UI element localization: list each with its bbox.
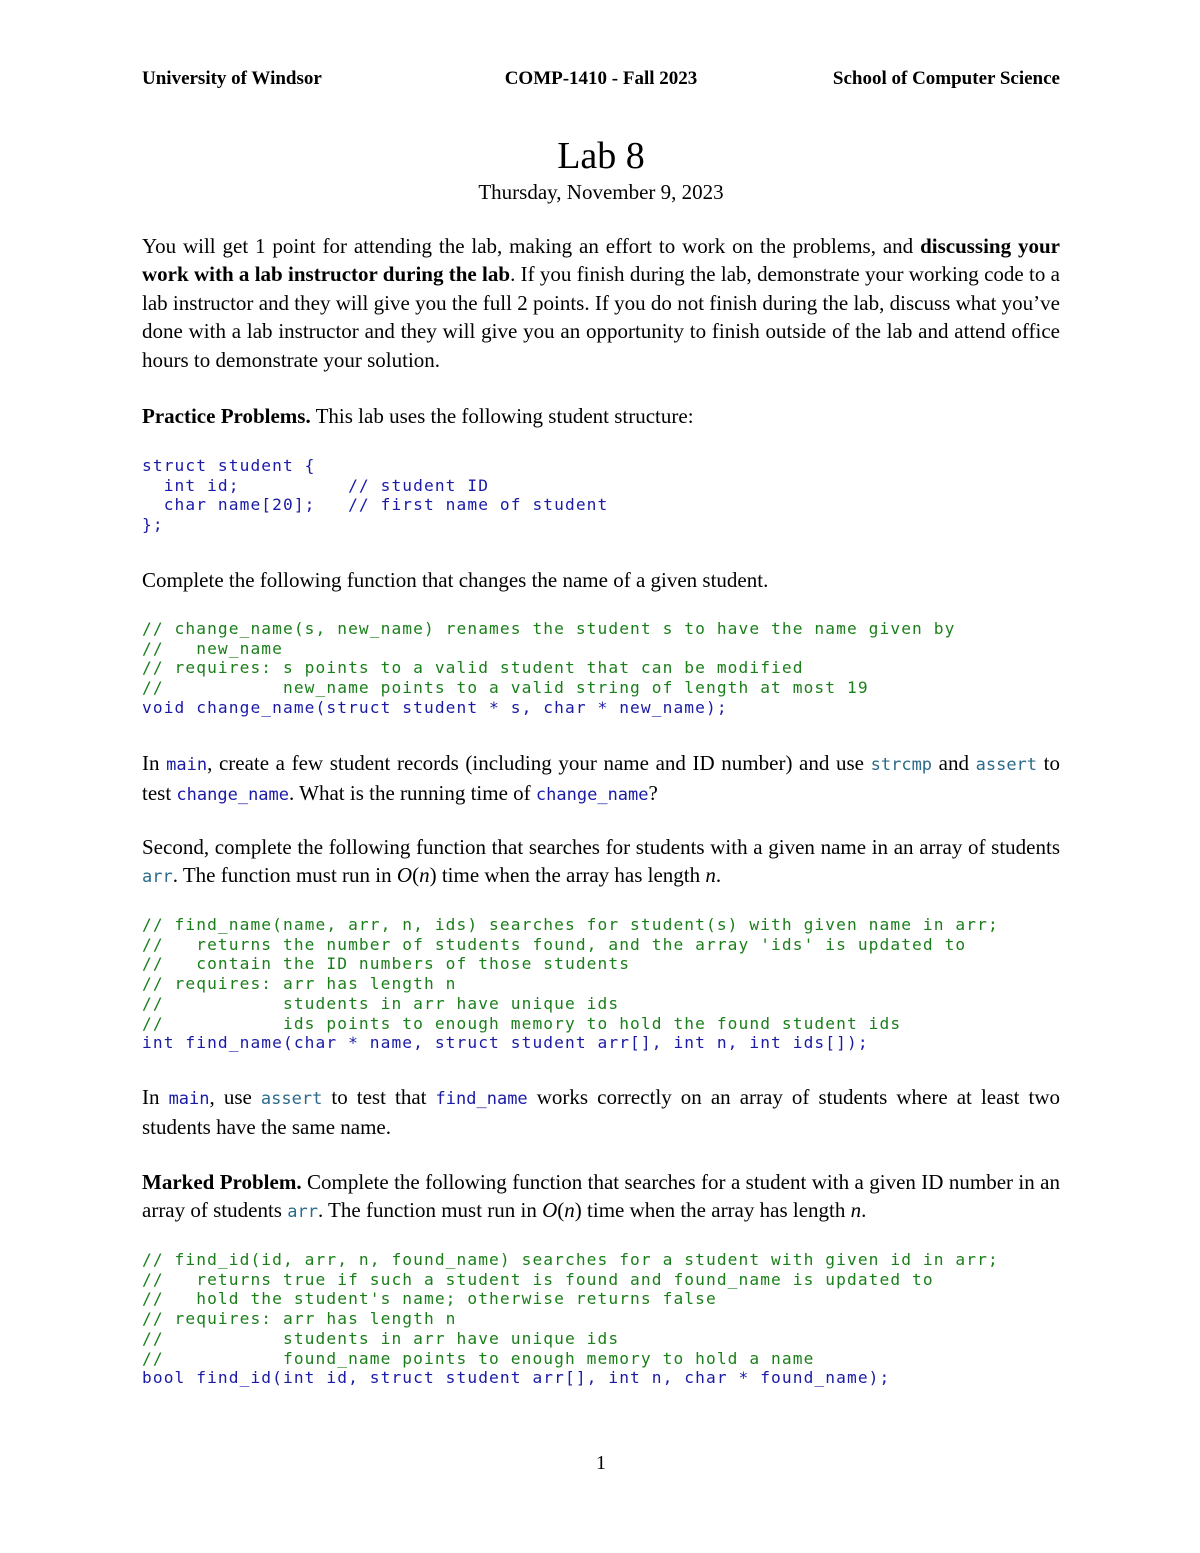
text: to test	[142, 751, 1060, 806]
text: .	[715, 863, 722, 888]
text: works correctly on an array of students where at least two students have the same name.	[142, 1085, 1060, 1140]
text: In	[142, 1085, 169, 1109]
text: . What is the running time of	[289, 781, 536, 806]
intro-text-1: You will get 1 point for attending the lab, making an effort to work on the problems, and	[142, 234, 921, 258]
code-line: // find_name(name, arr, n, ids) searches for student(s) with given name in arr;	[142, 915, 999, 934]
change-name-intro: Complete the following function that changes the name of a given student.	[142, 568, 769, 592]
code-line: // found_name points to enough memory to hold a name	[142, 1348, 815, 1368]
code-line: // requires: s points to a valid student that can be modified	[142, 658, 804, 678]
math-n: n	[419, 863, 430, 888]
code-line: int id; // student ID	[142, 475, 490, 495]
inline-code-main: main	[168, 1089, 210, 1109]
practice-paragraph	[142, 402, 1060, 430]
header-university: University of Windsor	[142, 68, 322, 89]
code-line: };	[142, 515, 164, 535]
code-line: // change_name(s, new_name) renames the student s to have the name given by	[142, 619, 956, 638]
math-n: n	[705, 863, 716, 888]
code-line: // new_name points to a valid string of length at most 19	[142, 678, 869, 698]
text: ?	[648, 781, 658, 806]
code-line: // returns the number of students found, and the array 'ids' is updated to	[142, 934, 967, 954]
text: , create a few student records (including your name and ID number) and use	[207, 751, 871, 775]
inline-code-main: main	[166, 755, 208, 775]
code-line: // students in arr have unique ids	[142, 1328, 620, 1348]
inline-code-assert: assert	[975, 755, 1038, 775]
code-line: // requires: arr has length n	[142, 1309, 457, 1329]
text: time when the array has length	[436, 863, 706, 888]
text: )	[574, 1198, 582, 1223]
change-name-code-block	[142, 619, 1082, 718]
text: and	[932, 751, 976, 775]
test-find-name-paragraph	[142, 1083, 1060, 1142]
inline-code-arr: arr	[287, 1202, 318, 1223]
header-school: School of Computer Science	[832, 68, 1060, 89]
intro-paragraph	[142, 232, 1060, 374]
inline-code-assert: assert	[260, 1089, 323, 1109]
code-line: // requires: arr has length n	[142, 974, 457, 994]
code-line: // contain the ID numbers of those students	[142, 954, 631, 974]
test-change-name-paragraph	[142, 749, 1060, 810]
header-course: COMP-1410 - Fall 2023	[504, 68, 698, 89]
page-number: 1	[596, 1452, 606, 1474]
text: Second, complete the following function that searches for students with a given name in an array of students	[142, 835, 1060, 859]
text: (	[412, 863, 420, 888]
text: . The function must run in	[317, 1198, 543, 1223]
lab-date: Thursday, November 9, 2023	[478, 180, 724, 204]
inline-code-find-name: find_name	[435, 1089, 528, 1109]
text: . The function must run in	[172, 863, 397, 888]
intro-text-2: . If you finish during the lab, demonstrate your working code to a lab instructor and they will give you the full 2 points. If you do not finish during the lab, discuss what you’ve done with a lab instructor and they will give you an opportunity to finish outside of the lab and attend office hours to demonstrate your solution.	[142, 262, 1060, 372]
code-line: // hold the student's name; otherwise returns false	[142, 1289, 717, 1309]
find-id-code-block	[142, 1250, 1082, 1388]
big-o: O	[542, 1198, 558, 1223]
practice-heading: Practice Problems.	[142, 404, 311, 428]
code-line: bool find_id(int id, struct student arr[], int n, char * found_name);	[142, 1368, 891, 1388]
practice-text: This lab uses the following student structure:	[310, 404, 694, 428]
inline-code-strcmp: strcmp	[870, 755, 933, 775]
marked-heading: Marked Problem.	[142, 1170, 302, 1194]
text: , use	[209, 1085, 261, 1109]
code-line: void change_name(struct student * s, char * new_name);	[142, 697, 728, 717]
big-o: O	[396, 863, 413, 888]
code-line: // ids points to enough memory to hold the found student ids	[142, 1013, 902, 1033]
page-title: Lab 8	[557, 135, 645, 177]
find-name-code-block	[142, 915, 1082, 1053]
code-line: struct student {	[142, 456, 316, 475]
text: to test that	[322, 1085, 436, 1109]
marked-paragraph	[142, 1168, 1060, 1227]
inline-code-arr: arr	[142, 867, 173, 888]
page-header	[142, 68, 1060, 96]
code-line: // find_id(id, arr, n, found_name) searches for a student with given id in arr;	[142, 1250, 999, 1269]
text: In	[142, 751, 167, 775]
text: .	[861, 1198, 867, 1223]
inline-code-change-name: change_name	[535, 785, 649, 806]
inline-code-change-name: change_name	[176, 785, 290, 806]
text: Complete the following function that searches for a student with a given ID number in an array of students	[142, 1170, 1061, 1223]
code-line: // students in arr have unique ids	[142, 993, 620, 1013]
code-line: // new_name	[142, 638, 283, 658]
second-paragraph	[142, 833, 1060, 892]
text: )	[429, 863, 437, 888]
struct-code-block	[142, 456, 1082, 535]
text: time when the array has length	[581, 1198, 851, 1223]
intro-bold: discussing your work with a lab instructor during the lab	[142, 234, 1060, 287]
math-n: n	[564, 1198, 575, 1223]
code-line: // returns true if such a student is found and found_name is updated to	[142, 1269, 934, 1289]
code-line: int find_name(char * name, struct student arr[], int n, int ids[]);	[142, 1033, 869, 1053]
math-n: n	[850, 1198, 862, 1223]
code-line: char name[20]; // first name of student	[142, 495, 609, 515]
text: (	[557, 1198, 565, 1223]
